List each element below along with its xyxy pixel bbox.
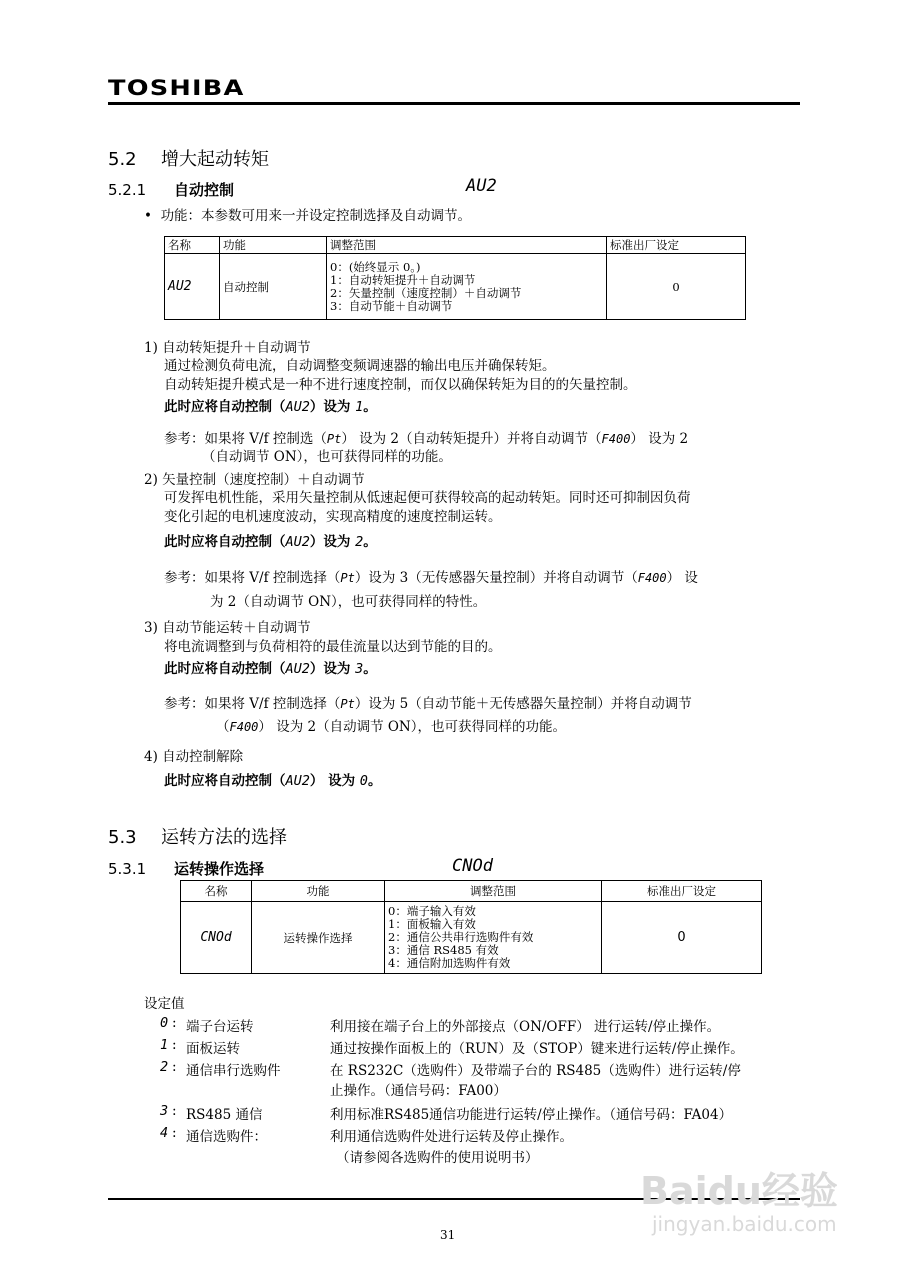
th-function: 功能 [220,237,327,254]
item2-ref-line2: 为 2（自动调节 ON），也可获得同样的特性。 [210,594,487,610]
baidu-watermark-url: jingyan.baidu.com [652,1212,837,1236]
item4-setting: 此时应将自动控制（AU2） 设为 0。 [164,773,382,789]
settings-label: 设定值 [144,996,185,1012]
cnod-parameter-table [180,880,762,974]
cell-name: AU2 [165,254,220,320]
cell-range: 0：(始终显示 0。) 1：自动转矩提升＋自动调节 2：矢量控制（速度控制）＋自动调节 3：自动节能＋自动调节 [327,254,607,320]
th-range: 调整范围 [385,881,602,902]
item1-ref-line2: （自动调节 ON），也可获得同样的功能。 [202,449,452,465]
th-function: 功能 [252,881,385,902]
th-default: 标准出厂设定 [602,881,762,902]
item3-ref-line2: （F400） 设为 2（自动调节 ON），也可获得同样的功能。 [216,719,566,735]
item1-title: 1) 自动转矩提升＋自动调节 [144,340,311,356]
baidu-watermark-brand: Baidu经验 [640,1169,838,1213]
cell-range: 0：端子输入有效 1：面板输入有效 2：通信公共串行选购件有效 3：通信 RS485 有效 4：通信附加选购件有效 [385,902,602,974]
item3-line1: 将电流调整到与负荷相符的最佳流量以达到节能的目的。 [164,639,502,655]
item1-ref: 参考：如果将 V/f 控制选（Pt） 设为 2（自动转矩提升）并将自动调节（F400） 设为 2 [164,431,689,447]
item4-title: 4) 自动控制解除 [144,749,244,765]
item1-line1: 通过检测负荷电流，自动调整变频调速器的输出电压并确保转矩。 [164,358,556,374]
item1-setting: 此时应将自动控制（AU2）设为 1。 [164,399,377,415]
cell-default: 0 [602,902,762,974]
setting-row-4: 4 : 通信选购件： 利用通信选购件处进行运转及停止操作。 （请参阅各选购件的使用说明书） [160,1125,573,1166]
cell-function: 运转操作选择 [252,902,385,974]
page-number: 31 [440,1228,456,1242]
function-description: • 功能：本参数可用来一并设定控制选择及自动调节。 [144,208,472,224]
item1-line2: 自动转矩提升模式是一种不进行速度控制，而仅以确保转矩为目的的矢量控制。 [164,377,637,393]
au2-parameter-table [164,236,746,320]
item2-line1: 可发挥电机性能，采用矢量控制从低速起便可获得较高的起动转矩。同时还可抑制因负荷 [164,490,691,506]
item2-title: 2) 矢量控制（速度控制）＋自动调节 [144,472,365,488]
setting-row-0: 0 : 端子台运转 利用接在端子台上的外部接点（ON/OFF） 进行运转/停止操作。 [160,1015,721,1035]
setting-row-2: 2 : 通信串行选购件 在 RS232C（选购件）及带端子台的 RS485（选购件）进行运转/停 止操作。（通信号码：FA00） [160,1059,741,1099]
setting-row-3: 3 : RS485 通信 利用标准RS485通信功能进行运转/停止操作。（通信号码：FA04） [160,1103,733,1123]
item2-line2: 变化引起的电机速度波动，实现高精度的速度控制运转。 [164,509,502,525]
item3-ref: 参考：如果将 V/f 控制选择（Pt）设为 5（自动节能＋无传感器矢量控制）并将自动调节 [164,696,692,712]
item3-setting: 此时应将自动控制（AU2）设为 3。 [164,661,377,677]
th-name: 名称 [181,881,252,902]
section-5-3-heading: 5.3 运转方法的选择 [108,827,287,848]
th-default: 标准出厂设定 [607,237,746,254]
header-rule [108,102,800,105]
section-5-2-1-heading: 5.2.1 自动控制 [108,181,235,199]
cell-default: 0 [607,254,746,320]
item2-setting: 此时应将自动控制（AU2）设为 2。 [164,534,377,550]
setting-row-1: 1 : 面板运转 通过按操作面板上的（RUN）及（STOP）键来进行运转/停止操作。 [160,1037,744,1057]
item2-ref: 参考：如果将 V/f 控制选择（Pt）设为 3（无传感器矢量控制）并将自动调节（F400） 设 [164,570,698,586]
th-name: 名称 [165,237,220,254]
cnod-display-code: CNOd [452,856,493,876]
cell-function: 自动控制 [220,254,327,320]
item3-title: 3) 自动节能运转＋自动调节 [144,620,311,636]
th-range: 调整范围 [327,237,607,254]
cell-name: CNOd [181,902,252,974]
section-5-3-1-heading: 5.3.1 运转操作选择 [108,860,265,878]
toshiba-logo: TOSHIBA [108,76,245,100]
au2-display-code: AU2 [466,176,497,196]
section-5-2-heading: 5.2 增大起动转矩 [108,149,269,170]
